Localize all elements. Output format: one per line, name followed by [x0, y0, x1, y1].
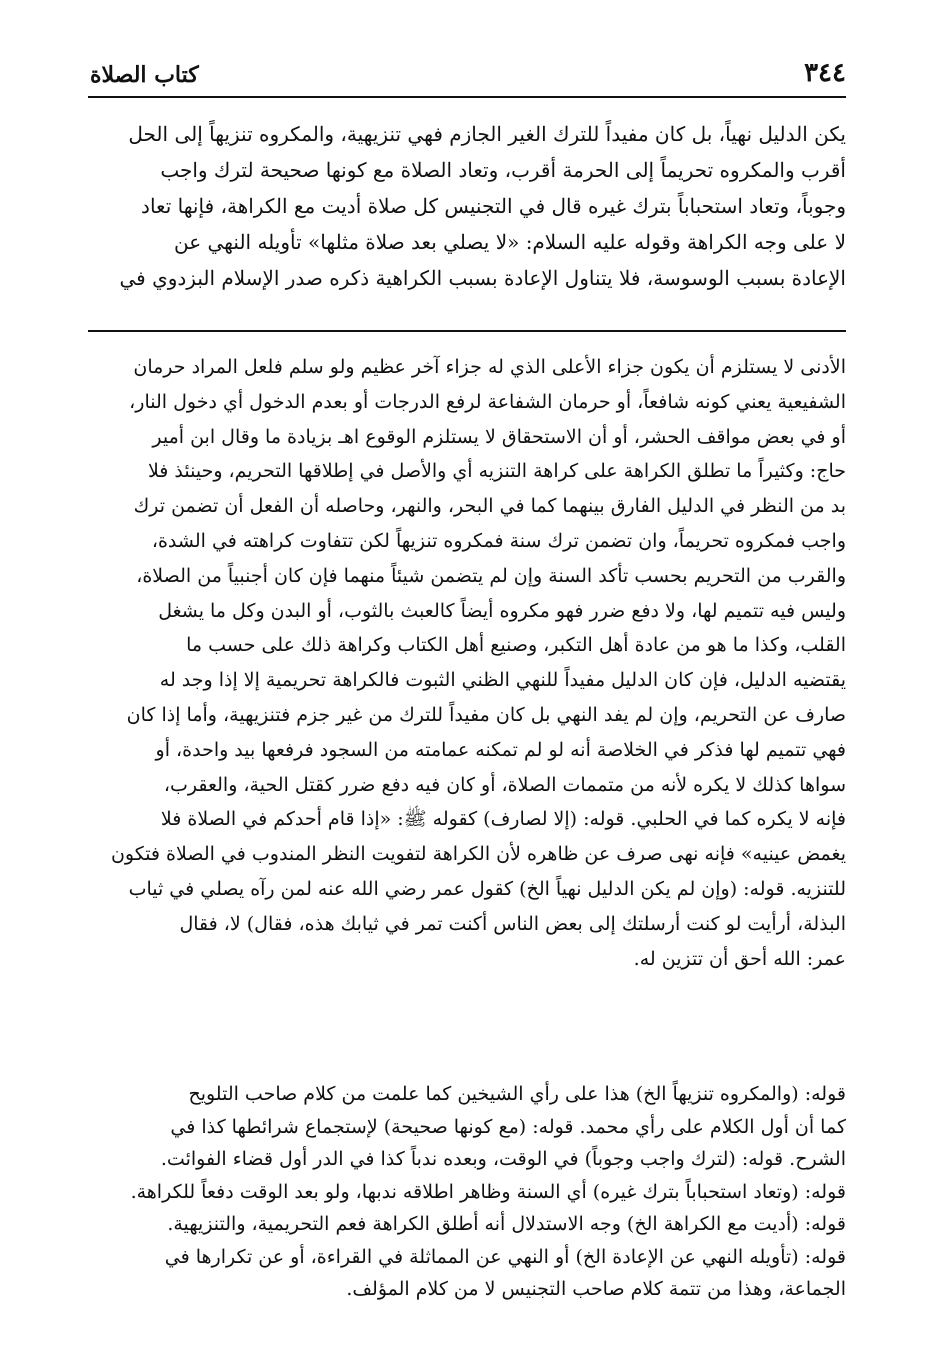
footnote-line: بد من النظر في الدليل الفارق بينهما كما في البحر، والنهر، وحاصله أن الفعل أن تضمن ترك — [133, 495, 846, 518]
main-text-line: وجوباً، وتعاد استحباباً بترك غيره قال في التجنيس كل صلاة أديت مع الكراهة، فإنها تعاد — [141, 194, 846, 218]
footnote-line: والقرب من التحريم بحسب تأكد السنة وإن لم يتضمن شيئاً منهما فإن كان أجنبياً من الصلاة، — [136, 564, 846, 587]
footnote-line: للتنزيه. قوله: (وإن لم يكن الدليل نهياً الخ) كقول عمر رضي الله عنه لمن رآه يصلي في ثياب — [128, 877, 846, 900]
main-text — [88, 116, 846, 296]
footnote-line: قوله: (تأويله النهي عن الإعادة الخ) أو النهي عن المماثلة في القراءة، أو عن تكرارها في — [164, 1245, 846, 1268]
footnote-line: الجماعة، وهذا من تتمة كلام صاحب التجنيس لا من كلام المؤلف. — [346, 1278, 846, 1300]
footnote-line: عمر: الله أحق أن تتزين له. — [633, 947, 846, 970]
footnote-line: القلب، وكذا ما هو من عادة أهل التكبر، وصنيع أهل الكتاب وكراهة ذلك على حسب ما — [186, 634, 846, 657]
main-text-line: لا على وجه الكراهة وقوله عليه السلام: «لا يصلي بعد صلاة مثلها» تأويله النهي عن — [174, 230, 846, 254]
footnote-commentary-new — [88, 1078, 846, 1306]
footnote-line: يغمض عينيه» فإنه نهى صرف عن ظاهره لأن الكراهة لتفويت النظر المندوب في الصلاة فتكون — [110, 843, 846, 866]
footnote-line: وليس فيه تتميم لها، ولا دفع ضرر فهو مكروه أيضاً كالعبث بالثوب، أو البدن وكل ما يشغل — [158, 599, 846, 622]
footnote-line: كما أن أول الكلام على رأي محمد. قوله: (مع كونها صحيحة) لإستجماع شرائطها كذا في — [170, 1115, 846, 1138]
footnote-line: أو في بعض مواقف الحشر، أو أن الاستحقاق لا يستلزم الوقوع اهـ بزيادة ما وقال ابن أمير — [152, 425, 846, 448]
footnote-commentary-continued — [88, 350, 846, 976]
footnote-line: الأدنى لا يستلزم أن يكون جزاء الأعلى الذي له جزاء آخر عظيم ولو سلم فلعل المراد حرمان — [133, 356, 846, 378]
main-text-line: أقرب والمكروه تحريماً إلى الحرمة أقرب، وتعاد الصلاة مع كونها صحيحة لترك واجب — [160, 158, 846, 182]
book-title: كتاب الصلاة — [90, 62, 199, 88]
footnote-line: فإنه لا يكره كما في الحلبي. قوله: (إلا لصارف) كقوله ﷺ: «إذا قام أحدكم في الصلاة فلا — [160, 808, 846, 831]
footnote-line: قوله: (أديت مع الكراهة الخ) وجه الاستدلال أنه أطلق الكراهة فعم التحريمية، والتنزيهية. — [167, 1213, 846, 1235]
footnote-line: حاج: وكثيراً ما تطلق الكراهة على كراهة التنزيه أي والأصل في إطلاقها التحريم، وحينئذ فلا — [147, 460, 846, 483]
footnote-line: البذلة، أرأيت لو كنت أرسلتك إلى بعض الناس أكنت تمر في ثيابك هذه، فقال) لا، فقال — [179, 912, 846, 935]
page-header — [90, 48, 846, 88]
main-text-line: يكن الدليل نهياً، بل كان مفيداً للترك الغير الجازم فهي تنزيهية، والمكروه تنزيهاً إلى الحل — [128, 122, 846, 146]
footnote-line: قوله: (وتعاد استحباباً بترك غيره) أي السنة وظاهر اطلاقه ندبها، ولو بعد الوقت دفعاً للكراهة. — [130, 1180, 846, 1203]
page-number: ٣٤٤ — [804, 58, 846, 88]
footnote-line: سواها كذلك لا يكره لأنه من متممات الصلاة، أو كان فيه دفع ضرر كقتل الحية، والعقرب، — [163, 773, 846, 796]
footnote-line: الشرح. قوله: (لترك واجب وجوباً) في الوقت، وبعده ندباً كذا في الدر أول قضاء الفوائت. — [160, 1148, 846, 1170]
header-divider — [88, 96, 846, 98]
footnote-line: يقتضيه الدليل، فإن كان الدليل مفيداً للنهي الظني الثبوت فالكراهة تحريمية إلا إذا وجد له — [159, 669, 846, 692]
footnote-line: قوله: (والمكروه تنزيهاً الخ) هذا على رأي الشيخين كما علمت من كلام صاحب التلويح — [188, 1083, 846, 1105]
main-text-line: الإعادة بسبب الوسوسة، فلا يتناول الإعادة بسبب الكراهية ذكره صدر الإسلام البزدوي في — [119, 266, 846, 290]
footnote-divider — [88, 330, 846, 332]
footnote-line: فهي تتميم لها فذكر في الخلاصة أنه لو لم تمكنه عمامته من السجود فرفعها بيد واحدة، أو — [155, 738, 846, 761]
footnote-line: الشفيعية يعني كونه شافعاً، أو حرمان الشفاعة لرفع الدرجات أو بعدم الدخول أي دخول النار، — [129, 390, 846, 413]
footnote-line: واجب فمكروه تحريماً، وان تضمن ترك سنة فمكروه تنزيهاً لكن تتفاوت كراهته في الشدة، — [151, 529, 846, 552]
footnote-line: صارف عن التحريم، وإن لم يفد النهي بل كان مفيداً للترك من غير جزم فتنزيهية، وأما إذا كان — [126, 703, 846, 726]
